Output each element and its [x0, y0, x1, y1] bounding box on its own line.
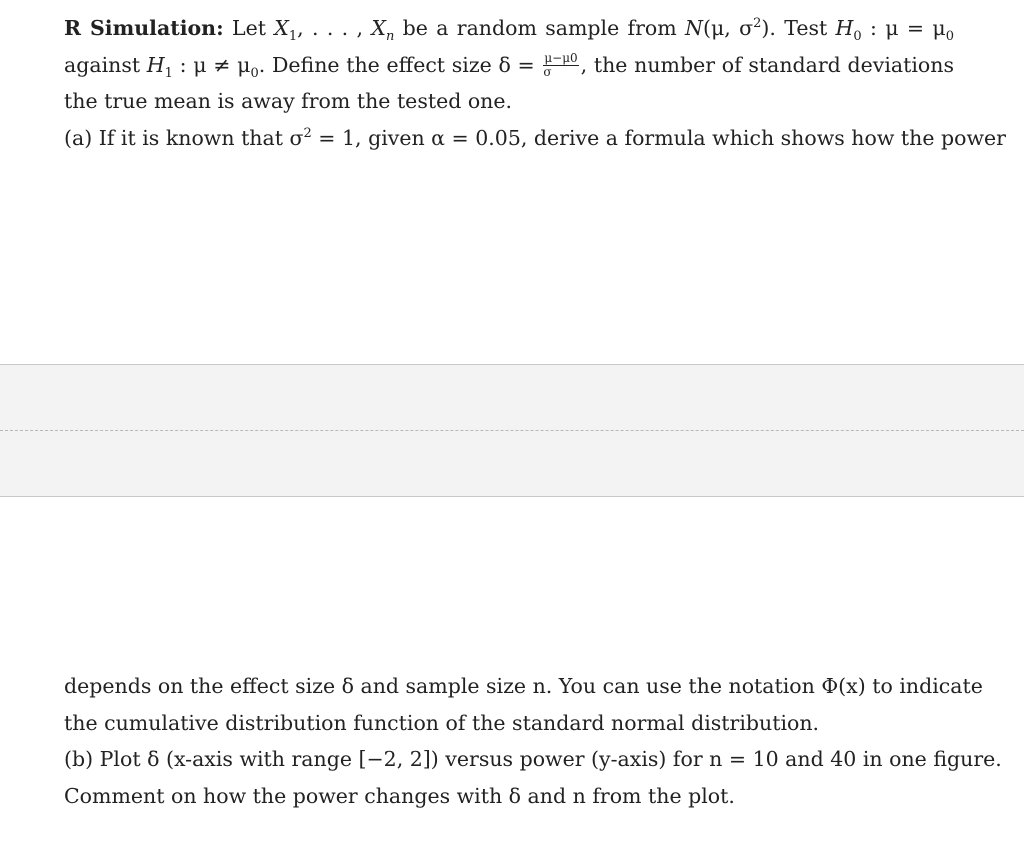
question-line-2: against $H_1$ : $\mu \ne \mu_0$. Define the effect size δ = $\frac{\mu-\mu 0}{\sigma}$ , the number of standard deviations	[64, 50, 954, 81]
part-b-line: (b) Plot δ (x-axis with range [−2, 2]) versus power (y-axis) for n = 10 and 40 in one figure.	[64, 747, 1002, 771]
question-text-bottom	[64, 668, 1002, 814]
part-a-label: (a)	[64, 125, 93, 150]
question-line-3: the true mean is away from the tested one.	[64, 89, 513, 113]
question-line-after-gap-1: depends on the effect size δ and sample size n. You can use the notation Φ(x) to indicate	[64, 674, 983, 698]
question-line-1: R Simulation: Let $X_1$, . . . , $X_n$ be a random sample from N(μ, $\sigma^2$). Test $H_0$ : $\mu = \mu_0$	[64, 16, 954, 45]
page-break-band	[0, 364, 1024, 497]
page-break-dashed-line	[0, 430, 1024, 431]
effect-size-fraction: $\frac{\mu-\mu 0}{\sigma}$	[543, 50, 578, 79]
part-b-label: (b)	[64, 747, 94, 771]
question-text-top	[64, 10, 1006, 156]
question-line-last: Comment on how the power changes with δ and n from the plot.	[64, 783, 735, 808]
question-line-after-gap-2: the cumulative distribution function of the standard normal distribution.	[64, 710, 820, 735]
part-a-line: (a) If it is known that $\sigma^2 = 1$, given α = 0.05, derive a formula which shows how the power	[64, 125, 1006, 150]
question-heading: R Simulation:	[64, 16, 224, 40]
